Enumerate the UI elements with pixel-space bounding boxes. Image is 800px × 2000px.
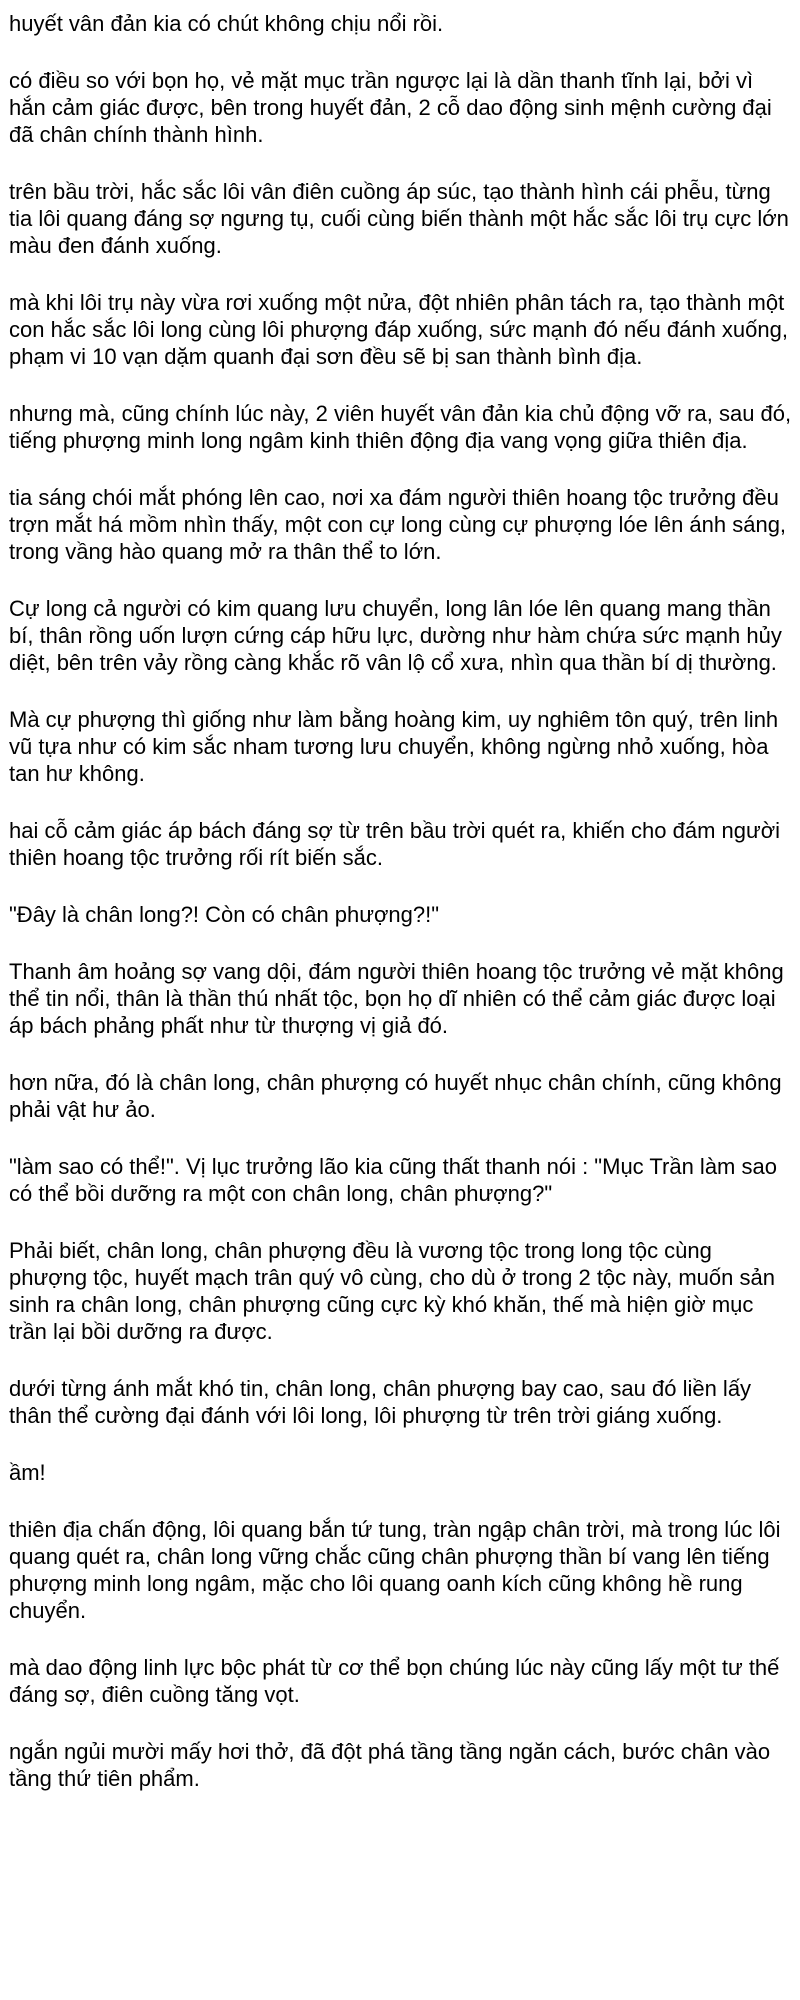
paragraph: mà dao động linh lực bộc phát từ cơ thể bọn chúng lúc này cũng lấy một tư thế đáng sợ, điên cuồng tăng vọt. bbox=[9, 1655, 780, 1707]
paragraph: thiên địa chấn động, lôi quang bắn tứ tung, tràn ngập chân trời, mà trong lúc lôi quang quét ra, chân long vững chắc cũng chân phượng thần bí vang lên tiếng phượng minh long ngâm, mặc cho lôi quang oanh kích cũng không hề rung chuyển. bbox=[9, 1517, 781, 1623]
paragraph: huyết vân đản kia có chút không chịu nổi rồi. bbox=[9, 11, 444, 36]
paragraph: Phải biết, chân long, chân phượng đều là vương tộc trong long tộc cùng phượng tộc, huyết mạch trân quý vô cùng, cho dù ở trong 2 tộc này, muốn sản sinh ra chân long, chân phượng cũng cực kỳ khó khăn, thế mà hiện giờ mục trần lại bồi dưỡng ra được. bbox=[9, 1238, 775, 1344]
paragraph: trên bầu trời, hắc sắc lôi vân điên cuồng áp súc, tạo thành hình cái phễu, từng tia lôi quang đáng sợ ngưng tụ, cuối cùng biến thành một hắc sắc lôi trụ cực lớn màu đen đánh xuống. bbox=[9, 179, 789, 258]
paragraph: hai cỗ cảm giác áp bách đáng sợ từ trên bầu trời quét ra, khiến cho đám người thiên hoang tộc trưởng rối rít biến sắc. bbox=[9, 818, 781, 870]
paragraph: tia sáng chói mắt phóng lên cao, nơi xa đám người thiên hoang tộc trưởng đều trợn mắt há mồm nhìn thấy, một con cự long cùng cự phượng lóe lên ánh sáng, trong vầng hào quang mở ra thân thể to lớn. bbox=[9, 485, 787, 564]
paragraph: Cự long cả người có kim quang lưu chuyển, long lân lóe lên quang mang thần bí, thân rồng uốn lượn cứng cáp hữu lực, dường như hàm chứa sức mạnh hủy diệt, bên trên vảy rồng càng khắc rõ vân lộ cổ xưa, nhìn qua thần bí dị thường. bbox=[9, 596, 782, 675]
paragraph: Thanh âm hoảng sợ vang dội, đám người thiên hoang tộc trưởng vẻ mặt không thể tin nổi, thân là thần thú nhất tộc, bọn họ dĩ nhiên có thể cảm giác được loại áp bách phảng phất như từ thượng vị giả đó. bbox=[9, 959, 784, 1038]
paragraph: ngắn ngủi mười mấy hơi thở, đã đột phá tầng tầng ngăn cách, bước chân vào tầng thứ tiên phẩm. bbox=[9, 1739, 771, 1791]
paragraph: ầm! bbox=[9, 1460, 46, 1485]
paragraph: nhưng mà, cũng chính lúc này, 2 viên huyết vân đản kia chủ động vỡ ra, sau đó, tiếng phượng minh long ngâm kinh thiên động địa vang vọng giữa thiên địa. bbox=[9, 401, 792, 453]
paragraph: dưới từng ánh mắt khó tin, chân long, chân phượng bay cao, sau đó liền lấy thân thể cường đại đánh với lôi long, lôi phượng từ trên trời giáng xuống. bbox=[9, 1376, 752, 1428]
paragraph: mà khi lôi trụ này vừa rơi xuống một nửa, đột nhiên phân tách ra, tạo thành một con hắc sắc lôi long cùng lôi phượng đáp xuống, sức mạnh đó nếu đánh xuống, phạm vi 10 vạn dặm quanh đại sơn đều sẽ bị san thành bình địa. bbox=[9, 290, 788, 369]
paragraph: hơn nữa, đó là chân long, chân phượng có huyết nhục chân chính, cũng không phải vật hư ảo. bbox=[9, 1070, 782, 1122]
paragraph: "làm sao có thể!". Vị lục trưởng lão kia cũng thất thanh nói : "Mục Trần làm sao có thể bồi dưỡng ra một con chân long, chân phượng?" bbox=[9, 1154, 777, 1206]
paragraph: có điều so với bọn họ, vẻ mặt mục trần ngược lại là dần thanh tĩnh lại, bởi vì hắn cảm giác được, bên trong huyết đản, 2 cỗ dao động sinh mệnh cường đại đã chân chính thành hình. bbox=[9, 68, 772, 147]
paragraph: Mà cự phượng thì giống như làm bằng hoàng kim, uy nghiêm tôn quý, trên linh vũ tựa như có kim sắc nham tương lưu chuyển, không ngừng nhỏ xuống, hòa tan hư không. bbox=[9, 707, 779, 786]
paragraph: "Đây là chân long?! Còn có chân phượng?!" bbox=[9, 902, 440, 927]
